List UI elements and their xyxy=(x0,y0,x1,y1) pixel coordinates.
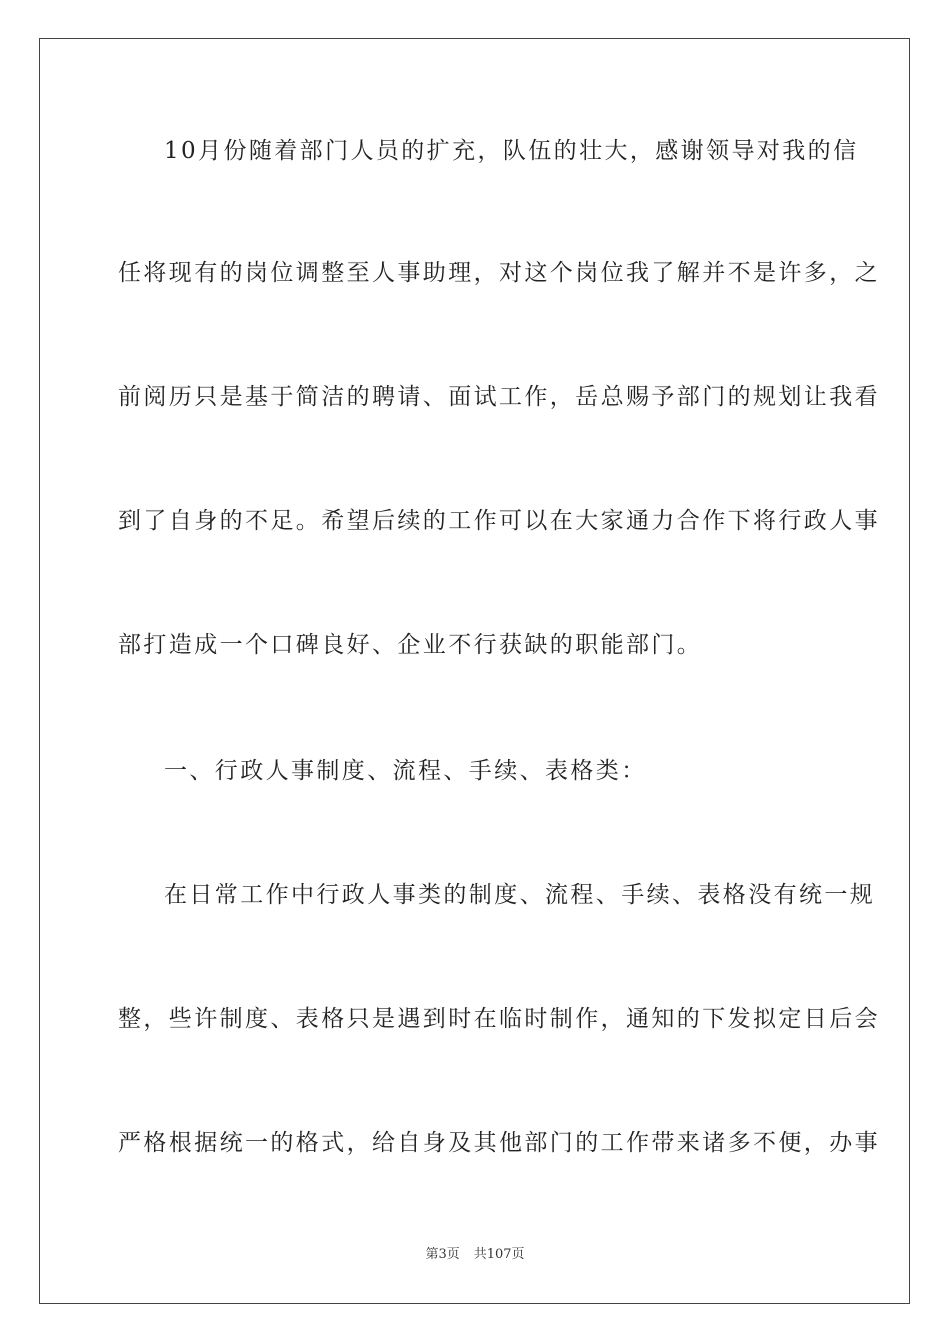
paragraph-line-9: 严格根据统一的格式，给自身及其他部门的工作带来诸多不便，办事 xyxy=(118,1130,880,1156)
paragraph-line-8: 整，些许制度、表格只是遇到时在临时制作，通知的下发拟定日后会 xyxy=(118,1006,880,1032)
paragraph-line-1: 10月份随着部门人员的扩充，队伍的壮大，感谢领导对我的信 xyxy=(164,138,859,164)
page-number: 第3页 xyxy=(425,1247,460,1262)
paragraph-line-7: 在日常工作中行政人事类的制度、流程、手续、表格没有统一规 xyxy=(164,882,876,908)
paragraph-line-2: 任将现有的岗位调整至人事助理，对这个岗位我了解并不是许多，之 xyxy=(118,260,880,286)
page-total: 共107页 xyxy=(473,1247,525,1262)
paragraph-line-4: 到了自身的不足。希望后续的工作可以在大家通力合作下将行政人事 xyxy=(118,508,880,534)
paragraph-line-3: 前阅历只是基于简洁的聘请、面试工作，岳总赐予部门的规划让我看 xyxy=(118,384,880,410)
paragraph-line-5: 部打造成一个口碑良好、企业不行获缺的职能部门。 xyxy=(118,632,703,658)
page-border xyxy=(39,38,910,1304)
section-heading: 一、行政人事制度、流程、手续、表格类： xyxy=(164,758,647,784)
page-footer xyxy=(0,1247,950,1263)
